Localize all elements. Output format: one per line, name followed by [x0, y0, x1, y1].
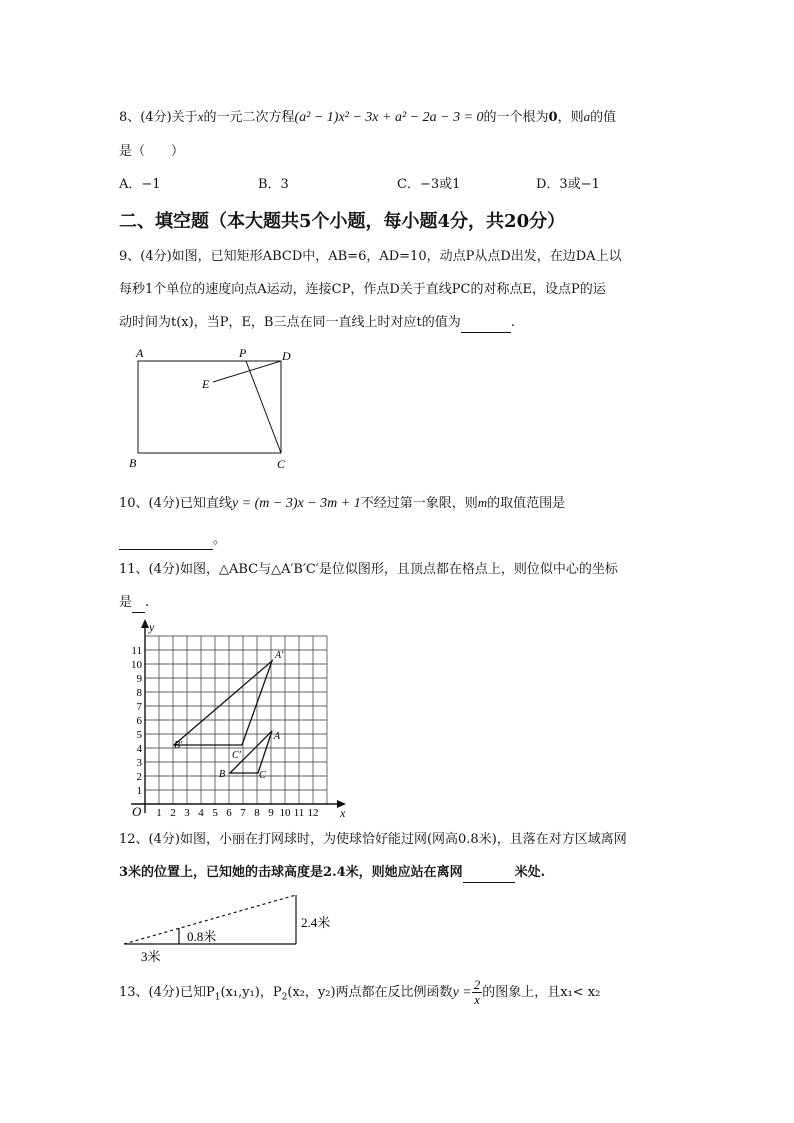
- q8-option-c: C．−3或1: [397, 177, 461, 192]
- x-tick-label: 12: [307, 807, 319, 817]
- y-tick-label: 7: [136, 701, 142, 713]
- q13-y-eq: y =: [452, 985, 472, 1000]
- y-axis-arrow-icon: [141, 619, 149, 628]
- q11-line2-end: .: [145, 595, 150, 610]
- x-tick-label: 8: [254, 807, 260, 817]
- origin-label: O: [132, 804, 142, 817]
- x-tick-label: 1: [156, 807, 162, 817]
- y-tick-label: 5: [136, 729, 142, 741]
- y-tick-label: 6: [136, 715, 142, 727]
- y-tick-label: 10: [131, 659, 142, 671]
- label-b-prime: B′: [174, 740, 183, 751]
- height-label: 2.4米: [301, 915, 331, 930]
- q13-p2-sub: 2: [281, 992, 288, 1003]
- x-tick-label: 6: [226, 807, 232, 817]
- q10-suffix: 的取值范围是: [487, 496, 566, 511]
- q10-equation: y = (m − 3)x − 3m + 1: [231, 496, 361, 511]
- distance-label: 3米: [141, 949, 161, 964]
- q8-option-a: A．−1: [119, 177, 161, 192]
- q9-rectangle-figure: [126, 346, 306, 472]
- q10-prefix: 10、(4分)已知直线: [119, 496, 232, 511]
- q12-line2: [119, 864, 545, 883]
- q12-answer-blank: [463, 864, 515, 883]
- q8-zero: 0: [548, 110, 558, 125]
- q10-answer-blank: [119, 531, 213, 550]
- q13-frac-den: x: [474, 992, 480, 1007]
- label-c-prime: C′: [232, 750, 241, 761]
- q13-fraction: [472, 978, 483, 1007]
- q9-line3-text: 动时间为t(x)，当P，E，B三点在同一直线上时对应t的值为: [119, 315, 461, 330]
- label-e: E: [202, 377, 210, 391]
- q12-tennis-figure: [118, 893, 348, 965]
- x-tick-label: 10: [279, 807, 291, 817]
- q13-p1-coord: (x₁,y₁)，P: [220, 985, 282, 1000]
- label-a: A: [136, 346, 144, 360]
- label-b-small: B: [219, 769, 226, 780]
- label-c: C: [277, 457, 286, 471]
- net-label: 0.8米: [187, 929, 217, 944]
- x-tick-label: 5: [212, 807, 218, 817]
- q9-line3: [119, 314, 515, 333]
- label-b: B: [129, 456, 137, 470]
- q9-answer-blank: [461, 314, 511, 333]
- label-a-prime: A′: [275, 650, 284, 661]
- y-tick-label: 8: [136, 687, 142, 699]
- q8-line2: 是（ ）: [119, 144, 185, 159]
- y-tick-label: 2: [136, 771, 142, 783]
- q10-line2: [119, 531, 226, 550]
- q11-line2: [119, 594, 149, 613]
- y-tick-label: 9: [136, 673, 142, 685]
- q8-suffix-c: 的值: [590, 110, 617, 125]
- x-tick-label: 9: [268, 807, 274, 817]
- q13-prefix: 13、(4分)已知P: [119, 985, 215, 1000]
- q8-var-x: x: [197, 109, 204, 124]
- x-axis-label: x: [340, 806, 346, 817]
- y-tick-label: 11: [131, 645, 142, 657]
- q11-grid-figure: [118, 617, 350, 817]
- x-tick-label: 2: [170, 807, 176, 817]
- q10-mid: 不经过第一象限，则: [360, 496, 478, 511]
- q9-line3-end: .: [510, 315, 515, 330]
- y-axis-label: y: [149, 620, 155, 634]
- q12-line1: 12、(4分)如图，小丽在打网球时，为使球恰好能过网(网高0.8米)，且落在对方区域离网: [119, 832, 627, 847]
- segment-pc: [246, 361, 281, 453]
- section2-title: 二、填空题（本大题共5个小题，每小题4分，共20分）: [119, 211, 566, 232]
- q9-line1: 9、(4分)如图，已知矩形ABCD中，AB=6，AD=10，动点P从点D出发，在边DA上以: [119, 249, 622, 264]
- q8-prefix: 8、(4分)关于: [119, 110, 198, 125]
- x-tick-label: 7: [240, 807, 246, 817]
- q9-line2: 每秒1个单位的速度向点A运动，连接CP，作点D关于直线PC的对称点E，设点P的运: [119, 282, 606, 297]
- x-tick-label: 11: [293, 807, 305, 817]
- q8-equation: (a² − 1)x² − 3x + a² − 2a − 3 = 0: [294, 110, 484, 125]
- label-c-small: C: [259, 770, 266, 781]
- q8-mid: 的一元二次方程: [203, 110, 295, 125]
- q8-var-a: a: [583, 109, 591, 124]
- x-tick-label: 3: [184, 807, 190, 817]
- y-tick-label: 1: [136, 785, 142, 797]
- q8-suffix-a: 的一个根为: [483, 110, 549, 125]
- y-tick-label: 4: [136, 743, 142, 755]
- q13-p1-sub: 1: [214, 992, 221, 1003]
- q10-var-m: m: [477, 495, 488, 510]
- q13-p2-coord: (x₂，y₂)两点都在反比例函数: [287, 985, 453, 1000]
- q8-option-b: B．3: [258, 177, 289, 192]
- q11-line1: 11、(4分)如图，△ABC与△A′B′C′是位似图形，且顶点都在格点上，则位似中心的坐标: [119, 562, 618, 577]
- y-tick-label: 3: [136, 757, 142, 769]
- label-p: P: [239, 346, 247, 360]
- q10-line2-end: 。: [213, 532, 227, 547]
- q10-line1: [119, 494, 565, 513]
- q11-line2-text: 是: [119, 595, 133, 610]
- q13-frac-num: 2: [473, 977, 481, 992]
- q13-line1: [119, 978, 600, 1013]
- q8-option-d: D．3或−1: [536, 177, 600, 192]
- label-d: D: [282, 349, 291, 363]
- q12-line2-a: 3米的位置上，已知她的击球高度是2.4米，则她应站在离网: [119, 865, 463, 880]
- q8-line1: [119, 108, 616, 127]
- rect-abcd: [138, 361, 281, 453]
- q11-answer-blank: [132, 594, 145, 613]
- q13-suffix: 的图象上，且x₁< x₂: [482, 985, 601, 1000]
- q8-suffix-b: ，则: [557, 110, 584, 125]
- x-tick-label: 4: [198, 807, 204, 817]
- q12-line2-b: 米处.: [514, 865, 546, 880]
- label-a-small: A: [274, 731, 281, 742]
